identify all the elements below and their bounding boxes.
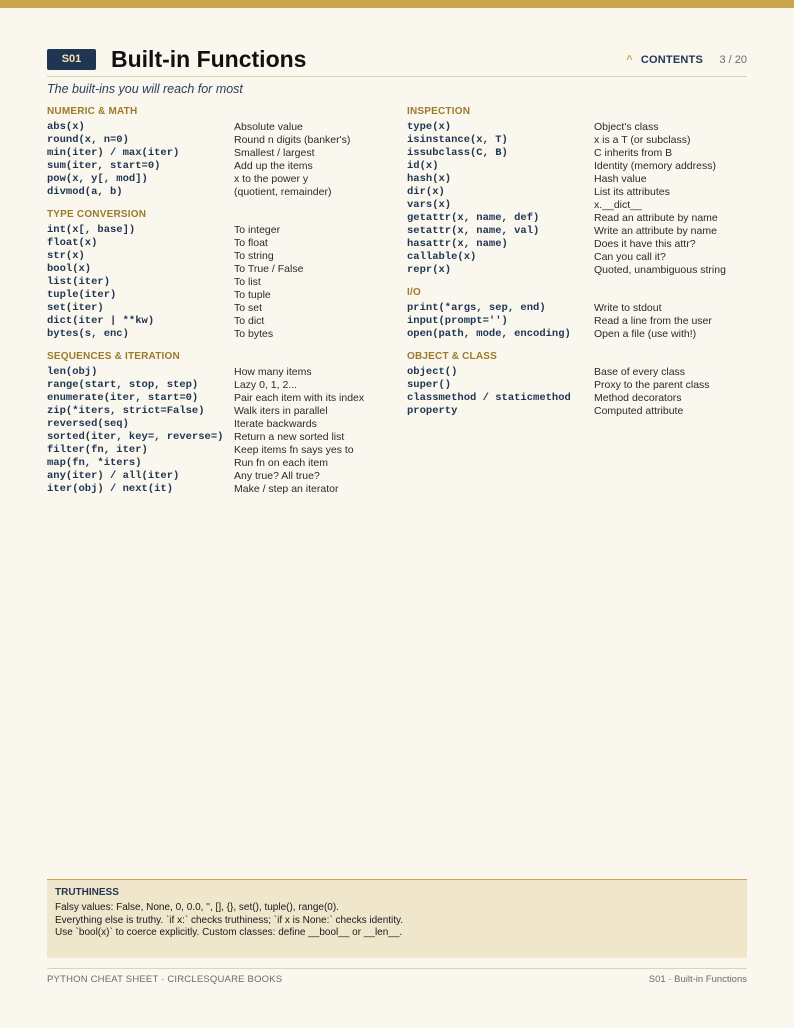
reference-section: [407, 106, 752, 277]
function-signature: str(x): [47, 250, 85, 262]
function-signature: sum(iter, start=0): [47, 160, 161, 172]
function-signature: setattr(x, name, val): [407, 225, 540, 237]
contents-label: CONTENTS: [640, 54, 703, 66]
function-signature: list(iter): [47, 276, 111, 288]
function-signature: round(x, n=0): [47, 134, 129, 146]
function-description: Return a new sorted list: [234, 431, 345, 443]
function-signature: type(x): [407, 121, 452, 133]
section-badge: S01: [47, 49, 96, 70]
function-signature: set(iter): [47, 302, 104, 314]
reference-section: [407, 351, 752, 418]
function-description: To float: [234, 237, 268, 249]
reference-entry: [407, 302, 752, 315]
reference-entry: [47, 302, 392, 315]
function-description: Method decorators: [594, 392, 682, 404]
truthiness-title: TRUTHINESS: [55, 887, 119, 898]
function-description: Round n digits (banker's): [234, 134, 351, 146]
page-title: Built-in Functions: [111, 46, 307, 72]
function-description: How many items: [234, 366, 312, 378]
function-description: Any true? All true?: [234, 470, 320, 482]
reference-entry: [407, 366, 752, 379]
page-header: [47, 45, 747, 77]
function-description: Computed attribute: [594, 405, 684, 417]
reference-entry: [47, 328, 392, 341]
function-description: Absolute value: [234, 121, 303, 133]
function-signature: dir(x): [407, 186, 445, 198]
function-signature: enumerate(iter, start=0): [47, 392, 199, 404]
function-description: Iterate backwards: [234, 418, 317, 430]
function-signature: issubclass(C, B): [407, 147, 508, 159]
section-title: SEQUENCES & ITERATION: [47, 351, 180, 362]
function-signature: vars(x): [407, 199, 452, 211]
function-description: Add up the items: [234, 160, 313, 172]
reference-section: [407, 287, 752, 341]
function-signature: len(obj): [47, 366, 98, 378]
reference-entry: [47, 483, 392, 496]
function-description: Pair each item with its index: [234, 392, 365, 404]
page-subtitle: The built-ins you will reach for most: [47, 82, 243, 96]
reference-entry: [47, 470, 392, 483]
reference-entry: [47, 263, 392, 276]
function-description: Make / step an iterator: [234, 483, 339, 495]
reference-entry: [407, 121, 752, 134]
function-signature: map(fn, *iters): [47, 457, 142, 469]
function-signature: classmethod / staticmethod: [407, 392, 571, 404]
truthiness-line: Everything else is truthy. `if x:` checks truthiness; `if x is None:` checks identity.: [55, 914, 404, 926]
function-description: Hash value: [594, 173, 647, 185]
footer-section-title: S01 · Built-in Functions: [648, 974, 747, 985]
function-description: Can you call it?: [594, 251, 666, 263]
reference-entry: [407, 328, 752, 341]
reference-entry: [47, 431, 392, 444]
reference-entry: [47, 173, 392, 186]
reference-entry: [407, 225, 752, 238]
reference-entry: [407, 264, 752, 277]
caret-up-icon: ^: [626, 54, 633, 66]
reference-entry: [407, 315, 752, 328]
reference-section: [47, 209, 392, 341]
function-signature: hasattr(x, name): [407, 238, 508, 250]
function-signature: divmod(a, b): [47, 186, 123, 198]
function-description: List its attributes: [594, 186, 670, 198]
reference-entry: [407, 160, 752, 173]
reference-entry: [47, 405, 392, 418]
reference-entry: [47, 186, 392, 199]
function-description: Object's class: [594, 121, 659, 133]
truthiness-line: Falsy values: False, None, 0, 0.0, '', [], {}, set(), tuple(), range(0).: [55, 902, 339, 913]
function-signature: property: [407, 405, 458, 417]
function-signature: range(start, stop, step): [47, 379, 199, 391]
function-description: To tuple: [234, 289, 271, 301]
reference-entry: [47, 121, 392, 134]
function-description: To dict: [234, 315, 265, 327]
function-description: Smallest / largest: [234, 147, 315, 159]
function-signature: abs(x): [47, 121, 85, 133]
function-signature: reversed(seq): [47, 418, 129, 430]
reference-entry: [47, 444, 392, 457]
reference-entry: [47, 237, 392, 250]
function-signature: id(x): [407, 160, 439, 172]
function-signature: iter(obj) / next(it): [47, 483, 174, 495]
function-description: Open a file (use with!): [594, 328, 697, 340]
function-description: To list: [234, 276, 261, 288]
function-description: Base of every class: [594, 366, 686, 378]
function-signature: sorted(iter, key=, reverse=): [47, 431, 224, 443]
reference-entry: [407, 173, 752, 186]
function-signature: input(prompt=''): [407, 315, 508, 327]
function-description: Lazy 0, 1, 2...: [234, 379, 298, 391]
function-signature: dict(iter | **kw): [47, 315, 155, 327]
function-description: Quoted, unambiguous string: [594, 264, 726, 276]
truthiness-callout: [47, 879, 747, 958]
function-signature: filter(fn, iter): [47, 444, 148, 456]
reference-entry: [407, 392, 752, 405]
function-description: Keep items fn says yes to: [234, 444, 354, 456]
function-description: Read a line from the user: [594, 315, 712, 327]
function-signature: int(x[, base]): [47, 224, 136, 236]
reference-entry: [47, 457, 392, 470]
function-signature: getattr(x, name, def): [407, 212, 540, 224]
function-signature: any(iter) / all(iter): [47, 470, 180, 482]
reference-entry: [47, 366, 392, 379]
function-description: To bytes: [234, 328, 274, 340]
reference-entry: [407, 212, 752, 225]
function-description: Write an attribute by name: [594, 225, 717, 237]
function-signature: bool(x): [47, 263, 92, 275]
function-description: To integer: [234, 224, 281, 236]
function-description: Run fn on each item: [234, 457, 328, 469]
function-description: To True / False: [234, 263, 304, 275]
reference-entry: [47, 418, 392, 431]
function-description: C inherits from B: [594, 147, 673, 159]
reference-entry: [47, 392, 392, 405]
reference-entry: [407, 379, 752, 392]
function-description: Does it have this attr?: [594, 238, 696, 250]
reference-entry: [47, 289, 392, 302]
right-column: [407, 106, 752, 428]
truthiness-line: Use `bool(x)` to coerce explicitly. Custom classes: define __bool__ or __len__.: [55, 927, 403, 938]
function-signature: super(): [407, 379, 452, 391]
reference-entry: [47, 379, 392, 392]
function-description: Walk iters in parallel: [234, 405, 328, 417]
reference-entry: [47, 224, 392, 237]
reference-entry: [407, 134, 752, 147]
function-description: Read an attribute by name: [594, 212, 718, 224]
function-signature: pow(x, y[, mod]): [47, 173, 148, 185]
section-title: OBJECT & CLASS: [407, 351, 498, 362]
function-description: Proxy to the parent class: [594, 379, 710, 391]
function-description: x is a T (or subclass): [594, 134, 691, 146]
page-number: 3 / 20: [719, 54, 747, 66]
reference-entry: [407, 251, 752, 264]
section-title: NUMERIC & MATH: [47, 106, 138, 117]
reference-entry: [407, 186, 752, 199]
top-accent-bar: [0, 0, 794, 8]
function-signature: open(path, mode, encoding): [407, 328, 571, 340]
function-signature: repr(x): [407, 264, 452, 276]
function-description: x.__dict__: [594, 199, 642, 211]
reference-entry: [47, 315, 392, 328]
reference-entry: [407, 199, 752, 212]
function-signature: print(*args, sep, end): [407, 302, 546, 314]
function-description: Identity (memory address): [594, 160, 716, 172]
reference-entry: [47, 134, 392, 147]
function-signature: object(): [407, 366, 458, 378]
reference-entry: [47, 147, 392, 160]
function-description: To string: [234, 250, 274, 262]
function-description: (quotient, remainder): [234, 186, 332, 198]
section-title: TYPE CONVERSION: [47, 209, 147, 220]
function-signature: min(iter) / max(iter): [47, 147, 180, 159]
function-signature: float(x): [47, 237, 98, 249]
reference-entry: [407, 405, 752, 418]
function-signature: zip(*iters, strict=False): [47, 405, 205, 417]
reference-entry: [47, 160, 392, 173]
function-signature: bytes(s, enc): [47, 328, 129, 340]
page-footer: [47, 968, 747, 985]
reference-section: [47, 351, 392, 496]
reference-entry: [407, 147, 752, 160]
section-title: I/O: [407, 287, 421, 298]
function-signature: hash(x): [407, 173, 452, 185]
function-signature: callable(x): [407, 251, 477, 263]
reference-section: [47, 106, 392, 199]
reference-entry: [47, 250, 392, 263]
contents-link[interactable]: [626, 54, 703, 66]
function-description: Write to stdout: [594, 302, 662, 314]
reference-entry: [407, 238, 752, 251]
left-column: [47, 106, 392, 506]
function-signature: tuple(iter): [47, 289, 117, 301]
reference-entry: [47, 276, 392, 289]
function-description: To set: [234, 302, 263, 314]
section-title: INSPECTION: [407, 106, 471, 117]
function-description: x to the power y: [234, 173, 309, 185]
function-signature: isinstance(x, T): [407, 134, 508, 146]
footer-book-title: PYTHON CHEAT SHEET · CIRCLESQUARE BOOKS: [47, 974, 283, 985]
